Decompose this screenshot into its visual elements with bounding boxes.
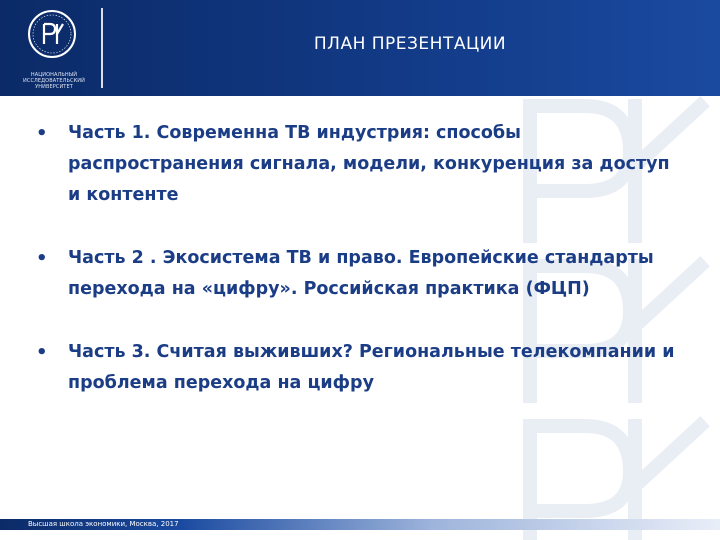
list-item: • Часть 1. Современна ТВ индустрия: способы распространения сигнала, модели, конкуренция за доступ и контенте bbox=[36, 118, 676, 211]
footer-text: Высшая школа экономики, Москва, 2017 bbox=[28, 520, 179, 528]
logo-caption: НАЦИОНАЛЬНЫЙ ИССЛЕДОВАТЕЛЬСКИЙ УНИВЕРСИТЕТ bbox=[23, 72, 85, 90]
page-title: ПЛАН ПРЕЗЕНТАЦИИ bbox=[313, 34, 507, 54]
bullet-list bbox=[36, 118, 676, 431]
header-divider bbox=[101, 8, 103, 88]
header-band bbox=[0, 0, 720, 96]
hse-emblem-icon bbox=[8, 6, 100, 68]
logo bbox=[8, 6, 100, 92]
list-item: • Часть 3. Считая выживших? Региональные телекомпании и проблема перехода на цифру bbox=[36, 337, 676, 399]
list-item: • Часть 2 . Экосистема ТВ и право. Европейские стандарты перехода на «цифру». Российская практика (ФЦП) bbox=[36, 243, 676, 305]
